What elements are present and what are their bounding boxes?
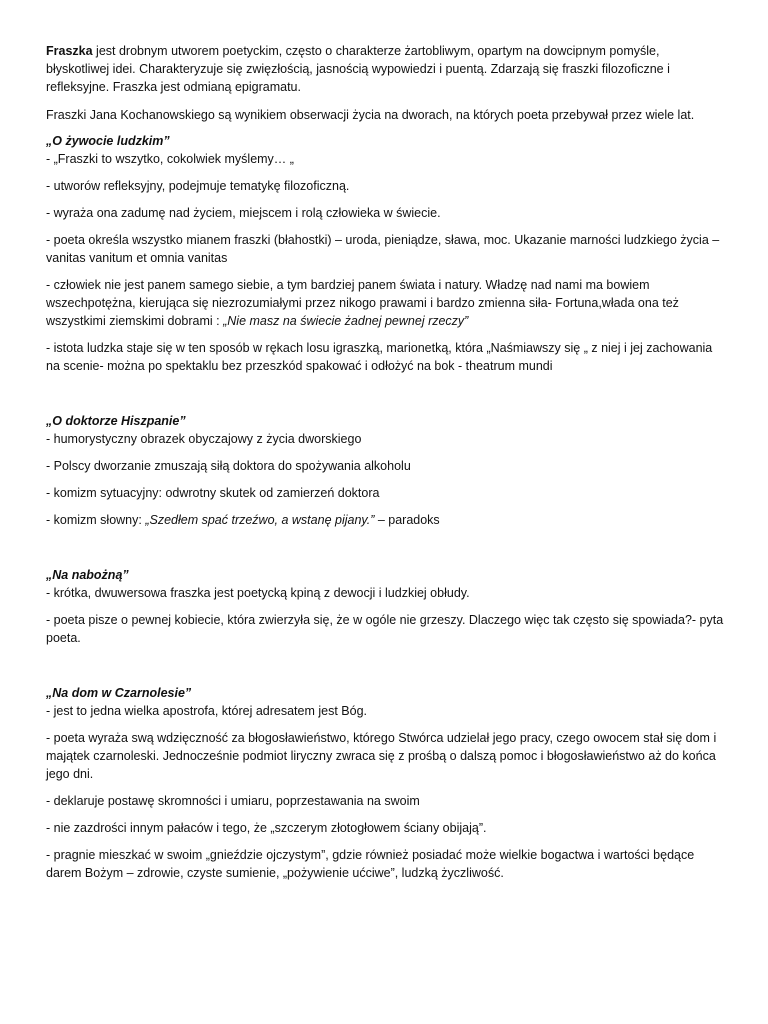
context-paragraph: Fraszki Jana Kochanowskiego są wynikiem obserwacji życia na dworach, na których poeta przebywał przez wiele lat. (46, 108, 695, 122)
section-title-o-doktorze-hiszpanie: „O doktorze Hiszpanie” (46, 414, 186, 428)
list-item: - nie zazdrości innym pałaców i tego, że „szczerym złotogłowem ściany obijają”. (46, 821, 487, 835)
list-item: - deklaruje postawę skromności i umiaru, poprzestawania na swoim (46, 794, 420, 808)
section-title-na-nabozna: „Na nabożną” (46, 568, 129, 582)
intro-definition: jest drobnym utworem poetyckim, często o charakterze żartobliwym, opartym na dowcipnym pomyśle, błyskotliwej idei. Charakteryzuje się zwięzłością, jasnością wypowiedzi i puentą. Zdarzają się fraszki filozoficzne i refleksyjne. Fraszka jest odmianą epigramatu. (46, 44, 670, 94)
list-item (46, 276, 726, 330)
list-item: - krótka, dwuwersowa fraszka jest poetycką kpiną z dewocji i ludzkiej obłudy. (46, 586, 470, 600)
list-item: - poeta pisze o pewnej kobiecie, która zwierzyła się, że w ogóle nie grzeszy. Dlaczego więc tak często się spowiada?- pyta poeta. (46, 613, 724, 645)
quote: „Szedłem spać trzeźwo, a wstanę pijany.” (145, 513, 375, 527)
list-item: - pragnie mieszkać w swoim „gnieździe ojczystym”, gdzie również posiadać może wielkie bogactwa i wartości będące darem Bożym – zdrowie, czyste sumienie, „pożywienie ućciwe”, ludzką życzliwość. (46, 848, 695, 880)
list-item: - komizm sytuacyjny: odwrotny skutek od zamierzeń doktora (46, 486, 380, 500)
list-item-text: - człowiek nie jest panem samego siebie, a tym bardziej panem świata i natury. Władzę nad nami ma bowiem wszechpotężna, kierująca się niezrozumiałymi przez nikogo prawami i bardzo zmienna siła- Fortuna,włada ona też wszystkimi ziemskimi dobrami : (46, 278, 679, 328)
intro-paragraph (46, 42, 726, 96)
list-item: - utworów refleksyjny, podejmuje tematykę filozoficzną. (46, 179, 350, 193)
section-title-o-zywocie-ludzkim: „O żywocie ludzkim” (46, 134, 170, 148)
list-item (46, 511, 726, 529)
list-item-text: - komizm słowny: (46, 513, 146, 527)
list-item: - Polscy dworzanie zmuszają siłą doktora do spożywania alkoholu (46, 459, 411, 473)
list-item: - istota ludzka staje się w ten sposób w rękach losu igraszką, marionetką, która „Naśmiawszy się „ z niej i jej zachowania na scenie- można po spektaklu bez przeszkód spakować i odłożyć na bok - theatrum mundi (46, 341, 713, 373)
list-item: - poeta określa wszystko mianem fraszki (błahostki) – uroda, pieniądze, sława, moc. Ukazanie marności ludzkiego życia – vanitas vanitum et omnia vanitas (46, 233, 720, 265)
list-item-text: – paradoks (374, 513, 440, 527)
section-title-na-dom-w-czarnolesie: „Na dom w Czarnolesie” (46, 686, 192, 700)
list-item: - jest to jedna wielka apostrofa, której adresatem jest Bóg. (46, 704, 367, 718)
list-item: - poeta wyraża swą wdzięczność za błogosławieństwo, którego Stwórca udzielał jego pracy, czego owocem stał się dom i majątek czarnoleski. Jednocześnie podmiot liryczny zwraca się z prośbą o dalszą pomoc i błogosławieństwo aż do końca jego dni. (46, 731, 717, 781)
list-item: - humorystyczny obrazek obyczajowy z życia dworskiego (46, 432, 362, 446)
intro-term: Fraszka (46, 44, 93, 58)
quote: „Nie masz na świecie żadnej pewnej rzeczy” (223, 314, 469, 328)
list-item: - „Fraszki to wszytko, cokolwiek myślemy… „ (46, 152, 294, 166)
list-item: - wyraża ona zadumę nad życiem, miejscem i rolą człowieka w świecie. (46, 206, 441, 220)
